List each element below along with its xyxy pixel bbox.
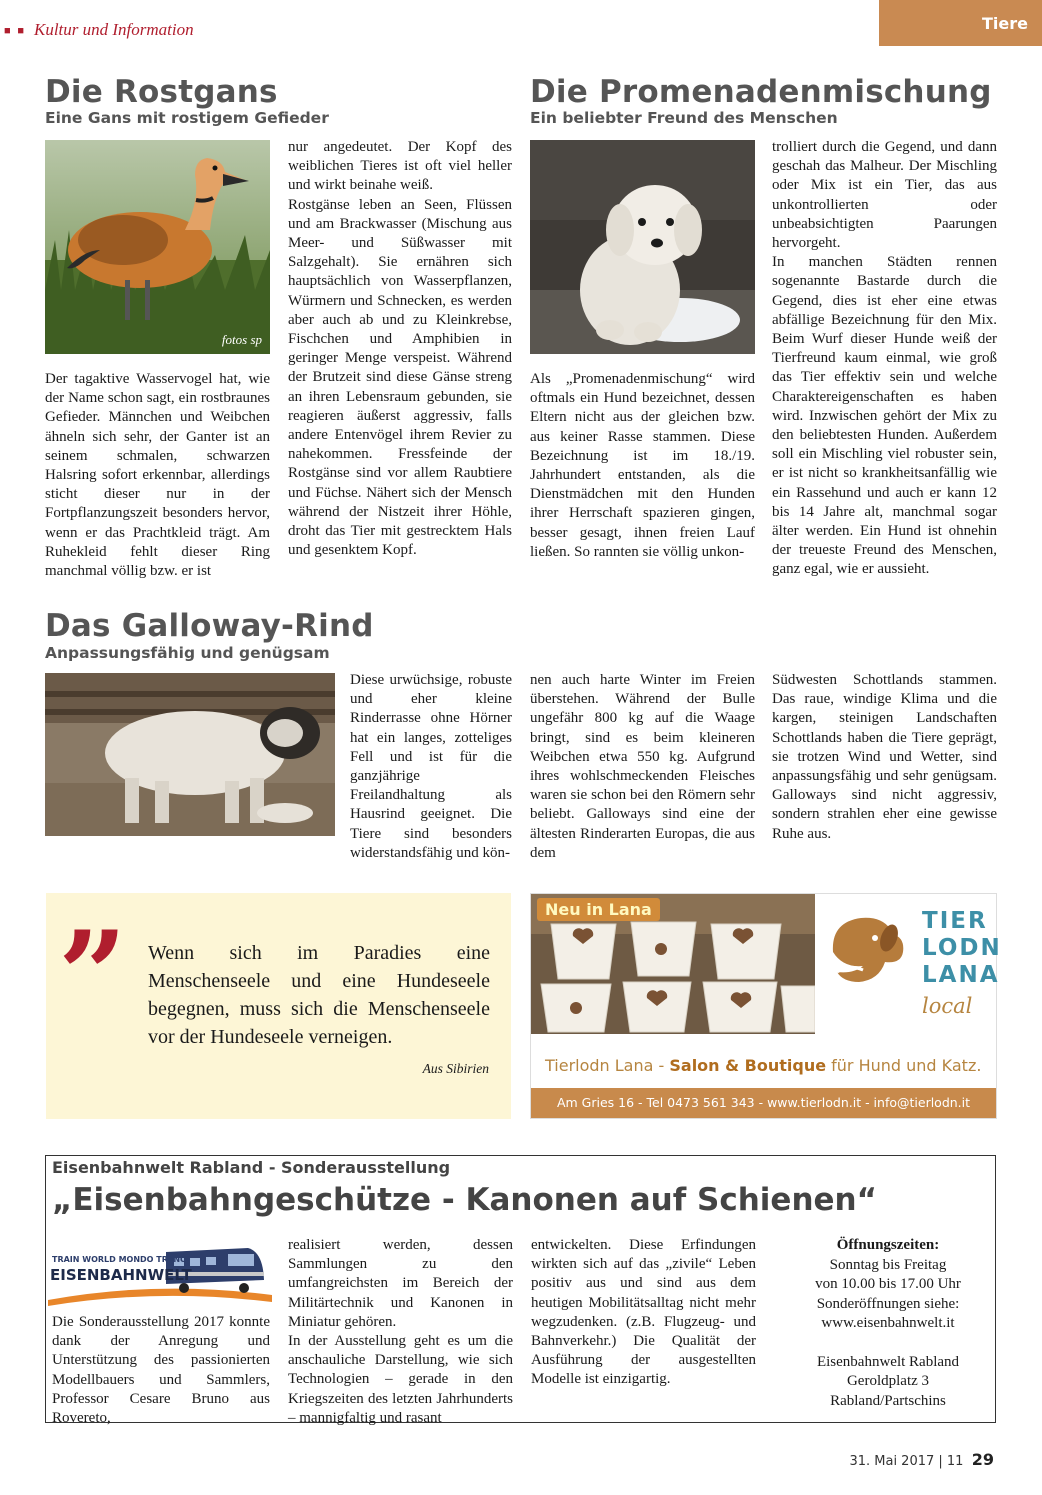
ad-badge: Neu in Lana — [537, 898, 660, 921]
promenade-column-1: Als „Promenadenmischung“ wird oftmals ein Hund bezeichnet, dessen Eltern nicht aus der gleichen bzw. aus keiner Rasse stammen. Diese Bezeichnung ist im 18./19. Jahrhundert entstanden, als die Dienstmädchen mit den Hunden ihrer Herrschaft spazieren gingen, besser gesagt, ihnen freien Lauf ließen. So rannten sie völlig unkon- — [530, 371, 755, 560]
ad-logo-sub: local — [922, 994, 973, 1018]
quote-mark-icon: ” — [58, 905, 128, 1046]
quote-box — [46, 893, 511, 1119]
rostgans-subtitle: Eine Gans mit rostigem Gefieder — [45, 109, 329, 127]
rostgans-photo — [45, 140, 270, 354]
issue-date: 31. Mai 2017 | 11 — [849, 1454, 964, 1469]
eisenbahn-heading: Eisenbahnwelt Rabland - Sonderausstellung — [52, 1158, 451, 1177]
eisenbahnwelt-box — [45, 1155, 996, 1427]
address-line: Rabland/Partschins — [830, 1392, 946, 1409]
hours-line: von 10.00 bis 17.00 Uhr — [815, 1276, 961, 1292]
galloway-photo — [45, 673, 335, 836]
ad-logo-line-2: LODN — [922, 935, 1002, 961]
hours-line: Sonntag bis Freitag — [829, 1256, 947, 1273]
promenade-paragraph-1: trolliert durch die Gegend, und dann geschah das Malheur. Der Mischling oder Mix ist ein Tier, das aus unkontrollierten oder unbeabsichtigten Paarungen hervorgeht. — [772, 139, 997, 252]
ad-logo-line-3: LANA — [922, 962, 1000, 988]
category-tab: Tiere — [879, 0, 1042, 46]
logo-main-text: EISENBAHNWELT — [50, 1266, 192, 1284]
page-number: 29 — [971, 1450, 994, 1469]
galloway-subtitle: Anpassungsfähig und genügsam — [45, 644, 330, 662]
rostgans-column-2 — [288, 138, 512, 560]
rostgans-paragraph-2: Rostgänse leben an Seen, Flüssen und am Brackwasser (Mischung aus Meer- und Süßwasser mit Salzgehalt). Sie ernähren sich hauptsächlich von Wasserpflanzen, Würmern und Schnecken, es werden aber auch ab und zu Kleinkrebse, Fischchen und Amphibien in geringer Menge verspeist. Während der Brutzeit sind diese Gänse streng an ihren Lebensraum gebunden, sie reagieren äußerst aggressiv, falls andere Entenvögel ihrem Revier zu nahekommen. Fressfeinde der Rostgänse sind vor allem Raubtiere und Füchse. Nähert sich der Mensch während der Nistzeit ihrer Höhle, droht das Tier mit gestrecktem Hals und gesenktem Kopf. — [288, 196, 512, 559]
tierlodn-advertisement[interactable] — [530, 893, 1002, 1119]
logo-top-text: TRAIN WORLD MONDO TRENO — [52, 1255, 187, 1264]
hours-line: Sonderöffnungen siehe: — [816, 1295, 960, 1312]
galloway-column-2: nen auch harte Winter im Freien überstehen. Während der Bulle ungefähr 800 kg auf die Waage bringt, sind es beim kleineren Weibchen etwa 550 kg. Aufgrund ihres wohlschmeckenden Fleisches waren sie schon bei den Römern sehr beliebt. Galloways sind eine der ältesten Rinderarten Europas, die aus dem — [530, 672, 755, 861]
page-footer — [849, 1450, 994, 1469]
eisenbahn-column-2 — [288, 1236, 513, 1428]
galloway-title: Das Galloway-Rind — [45, 608, 374, 644]
hours-title: Öffnungszeiten: — [836, 1237, 940, 1253]
promenade-subtitle: Ein beliebter Freund des Menschen — [530, 109, 838, 127]
ad-tagline-bold: Salon & Boutique — [669, 1056, 827, 1075]
galloway-column-1: Diese urwüchsige, robuste und eher kleine Rinderrasse ohne Hörner hat ein langes, zotteliges Fell und ist für die ganzjährige Freilandhaltung als Hausrind geeignet. Die Tiere sind besonders widerstandsfähig und kön- — [350, 672, 512, 861]
section-title: Kultur und Information — [34, 20, 194, 39]
eisenbahn-paragraph-2: In der Ausstellung geht es um die anschauliche Darstellung, wie sich Technologien – gerade in den Kriegszeiten des letzten Jahrhunderts – mannigfaltig und rasant — [288, 1333, 513, 1426]
ad-tagline-rest: für Hund und Katz. — [826, 1056, 982, 1075]
website-link[interactable]: www.eisenbahnwelt.it — [821, 1315, 955, 1331]
rostgans-title: Die Rostgans — [45, 74, 278, 110]
quote-text: Wenn sich im Paradies eine Menschenseele und eine Hundeseele begegnen, muss sich die Menschenseele vor der Hundeseele verneigen. — [148, 942, 490, 1048]
opening-hours — [788, 1236, 988, 1411]
ad-tagline — [545, 1056, 981, 1075]
eisenbahn-column-3: entwickelten. Diese Erfindungen wirkten sich auf das „zivile“ Leben positiv aus und sind aus dem heutigen Mobilitätsalltag nicht mehr wegzudenken. (z.B. Flugzeug- und Bahnverkehr.) Die Qualität der Ausführung der ausgestellten Modelle ist einzigartig. — [531, 1237, 756, 1388]
eisenbahn-column-1: Die Sonderausstellung 2017 konnte dank der Anregung und Unterstützung des passionierten Modellbauers und Sammlers, Professor Cesare Bruno aus Rovereto, — [52, 1314, 270, 1427]
eisenbahn-title: „Eisenbahngeschütze - Kanonen auf Schienen“ — [52, 1182, 877, 1218]
promenade-paragraph-2: In manchen Städten rennen sogenannte Bastarde durch die Gegend, dies ist eher eine etwas abfällige Bezeichnung für den Mix. Beim Wurf dieser Hunde weiß der Tierfreund kaum einmal, wie groß das Tier effektiv sein und welche Charaktereigenschaften es haben wird. Inzwischen gehört der Mix zu den beliebtesten Hunden. Außerdem soll ein Mischling viel robuster sein, er ist nicht so krankheitsanfällig wie ein Rassehund und auch er kann 12 bis 14 Jahre alt, manchmal sogar älter werden. Ein Hund ist ohnehin der treueste Freund des Menschen, ganz egal, wie er aussieht. — [772, 254, 997, 578]
ad-contact-footer[interactable]: Am Gries 16 - Tel 0473 561 343 - www.tierlodn.it - info@tierlodn.it — [531, 1088, 996, 1118]
eisenbahnwelt-logo — [48, 1240, 272, 1310]
promenade-column-2 — [772, 138, 997, 580]
rostgans-column-1: Der tagaktive Wasservogel hat, wie der Name schon sagt, ein rostbraunes Gefieder. Männchen und Weibchen ähneln sich sehr, der Ganter ist an seinem schmalen, schwarzen Halsring sofort erkennbar, allerdings sticht dieser nur in der Fortpflanzungszeit besonders hervor, wenn er das Prachtkleid trägt. Am Ruhekleid fehlt dieser Ring manchmal völlig bzw. er ist — [45, 371, 270, 580]
ad-logo-text — [922, 908, 1002, 989]
address-line: Eisenbahnwelt Rabland — [816, 1353, 960, 1370]
promenade-title: Die Promenadenmischung — [530, 74, 992, 110]
rostgans-paragraph-1: nur angedeutet. Der Kopf des weiblichen Tieres ist oft viel heller und wirkt beinahe weiß. — [288, 139, 512, 194]
quote-source: Aus Sibirien — [422, 1061, 489, 1076]
galloway-column-3: Südwesten Schottlands stammen. Das raue, windige Klima und die kargen, steinigen Landschaften Schottlands haben die Tiere geprägt, sie trotzen Wind und Wetter, sind anpassungsfähig und sehr genügsam. Galloways sind nicht aggressiv, sondern strahlen eher eine gewisse Ruhe aus. — [772, 672, 997, 842]
ad-tagline-name: Tierlodn Lana - — [545, 1056, 670, 1075]
dog-cat-logo-icon — [823, 912, 913, 999]
ad-logo-line-1: TIER — [922, 908, 988, 934]
eisenbahn-paragraph-1: realisiert werden, dessen Sammlungen zu den umfangreichsten im Bereich der Militärtechnik und Kanonen in Miniatur gehören. — [288, 1237, 513, 1330]
address-line: Geroldplatz 3 — [846, 1373, 930, 1389]
section-marker-icon: ■ ■ — [4, 25, 27, 37]
dog-photo — [530, 140, 755, 354]
photo-credit: fotos sp — [221, 332, 262, 347]
